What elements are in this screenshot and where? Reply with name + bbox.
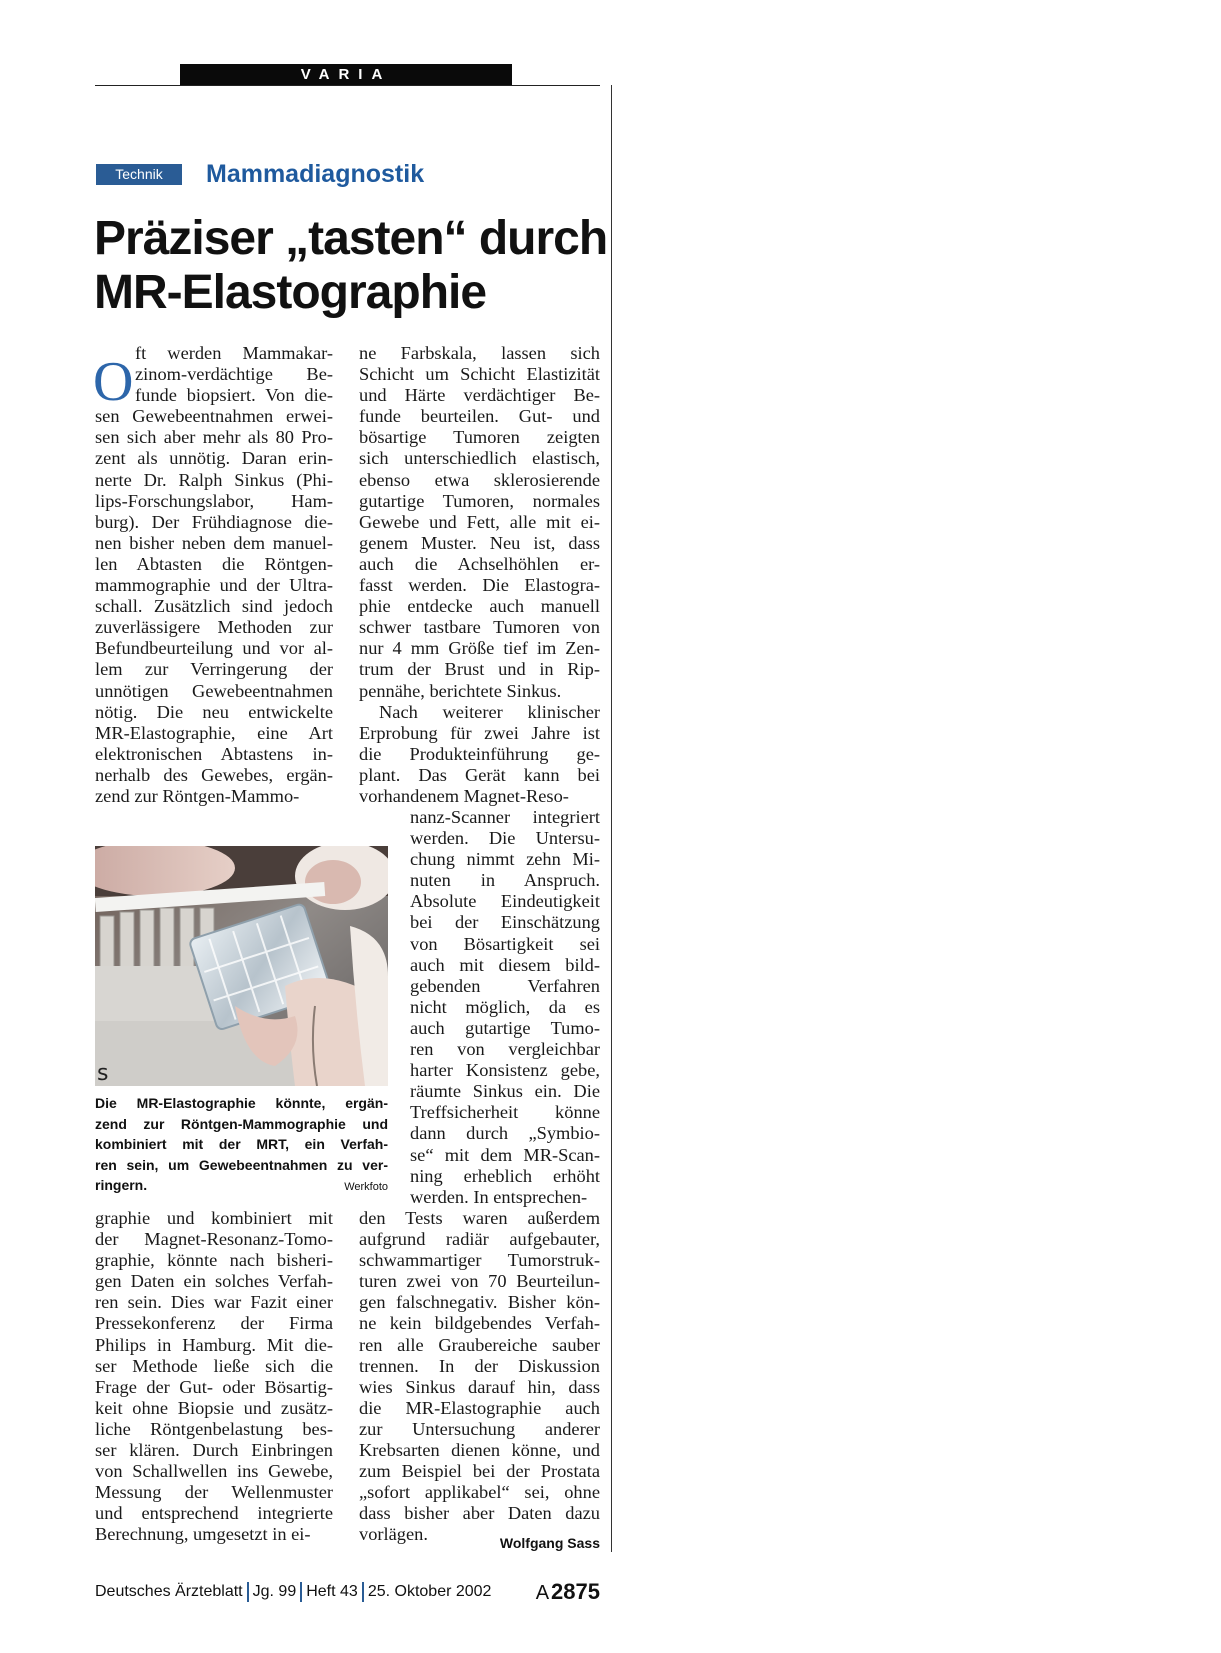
text-line: keit ohne Biopsie und zusätz- [95,1397,333,1418]
text-line: dass bisher aber Daten dazu [359,1503,600,1524]
text-line: Gewebe und Fett, alle mit ei- [359,511,600,532]
text-line: nen bisher neben dem manuel- [95,532,333,553]
text-line: aufgrund radiär aufgebauter, [359,1229,600,1250]
text-line: Philips in Hamburg. Mit die- [95,1334,333,1355]
text-line: räumte Sinkus ein. Die [410,1081,600,1102]
text-line: schwer tastbare Tumoren von [359,617,600,638]
text-line: Treffsicherheit könne [410,1102,600,1123]
text-line: ne Farbskala, lassen sich [359,343,600,363]
text-line: ren von vergleichbar [410,1039,600,1060]
text-line: zum Beispiel bei der Prostata [359,1461,600,1482]
headline-line: MR-Elastographie [94,266,487,319]
text-line: Befundbeurteilung und vor al- [95,638,333,659]
text-line: „sofort applikabel“ sei, ohne [359,1482,600,1503]
section-header: VARIA [180,64,512,85]
page-number [536,1579,600,1606]
footer-separator [300,1582,302,1602]
column2-narrow [410,807,600,1208]
text-line: werden. In entsprechen- [410,1186,588,1207]
text-line: von Schallwellen ins Gewebe, [95,1461,333,1482]
text-line: nerhalb des Gewebes, ergän- [95,764,333,785]
photo-credit: Werkfoto [344,1181,388,1194]
text-line: bösartige Tumoren zeigten [359,427,600,448]
text-line: graphie, könnte nach bisheri- [95,1250,333,1271]
text-line: trennen. In der Diskussion [359,1355,600,1376]
text-line: sen sich aber mehr als 80 Pro- [95,427,333,448]
caption-line: Die MR-Elastographie könnte, ergän- [95,1095,388,1111]
text-line: ebenso etwa sklerosierende [359,469,600,490]
article-photo [95,846,388,1086]
text-line: ser Methode ließe sich die [95,1355,333,1376]
volume: Jg. 99 [252,1583,297,1600]
issue-date: 25. Oktober 2002 [367,1583,492,1600]
issue: Heft 43 [306,1583,358,1600]
text-line: schwammartiger Tumorstruk- [359,1250,600,1271]
text-line: phie entdecke auch manuell [359,596,600,617]
author-byline: Wolfgang Sass [499,1535,600,1551]
photo-caption [95,1093,388,1196]
text-line: MR-Elastographie, eine Art [95,722,333,743]
text-line: genem Muster. Neu ist, dass [359,532,600,553]
text-line: nerte Dr. Ralph Sinkus (Phi- [95,469,333,490]
text-line: ning erheblich erhöht [410,1165,600,1186]
text-line: nuten in Anspruch. [410,870,600,891]
caption-line: ren sein, um Gewebeentnahmen zu ver- [95,1156,388,1173]
text-line: von Bösartigkeit sei [410,933,600,954]
text-line: ser klären. Durch Einbringen [95,1440,333,1461]
text-line: graphie und kombiniert mit [95,1208,333,1228]
text-line: ne kein bildgebendes Verfah- [359,1313,600,1334]
page-number-value: 2875 [551,1579,600,1604]
text-line: burg). Der Frühdiagnose die- [95,511,333,532]
text-line: harter Konsistenz gebe, [410,1060,600,1081]
article-headline [94,212,614,320]
text-line: gen Daten ein solches Verfah- [95,1271,333,1292]
text-line: lips-Forschungslabor, Ham- [95,490,333,511]
text-line: wies Sinkus darauf hin, dass [359,1376,600,1397]
column1-top [95,343,333,807]
column2-top [359,343,600,807]
text-line: lem zur Verringerung der [95,659,333,680]
article-kicker: Mammadiagnostik [206,160,425,188]
text-line: schall. Zusätzlich sind jedoch [95,596,333,617]
text-line: die Produkteinführung ge- [359,743,600,764]
text-line: Frage der Gut- oder Bösartig- [95,1376,333,1397]
text-line: fasst werden. Die Elastogra- [359,575,600,596]
text-line: Pressekonferenz der Firma [95,1313,333,1334]
text-line: den Tests waren außerdem [359,1208,600,1228]
headline-line: Präziser „tasten“ durch [94,212,608,265]
text-line: Messung der Wellenmuster [95,1482,333,1503]
text-line: mammographie und der Ultra- [95,575,333,596]
text-line: gebenden Verfahren [410,975,600,996]
text-line: Krebsarten dienen könne, und [359,1440,600,1461]
text-line: ft werden Mammakar- [135,343,333,363]
text-line: nur 4 mm Größe tief im Zen- [359,638,600,659]
text-line: Nach weiterer klinischer [379,701,600,722]
text-line: auch gutartige Tumo- [410,1017,600,1038]
caption-line: zend zur Röntgen-Mammographie und [95,1115,388,1132]
text-line: vorhandenem Magnet-Reso- [359,785,569,806]
text-line: und entsprechend integrierte [95,1503,333,1524]
column1-bottom [95,1208,333,1546]
text-line: Schicht um Schicht Elastizität [359,364,600,385]
text-line: nicht möglich, da es [410,996,600,1017]
text-line: sich unterschiedlich elastisch, [359,448,600,469]
text-line: zinom-verdächtige Be- [135,364,333,385]
footer-separator [247,1582,249,1602]
text-line: unnötigen Gewebeentnahmen [95,680,333,701]
text-line: pennähe, berichtete Sinkus. [359,680,562,701]
text-line: dann durch „Symbio- [410,1123,600,1144]
drop-cap: O [93,351,134,413]
text-line: gutartige Tumoren, normales [359,490,600,511]
text-line: auch die Achselhöhlen er- [359,553,600,574]
text-line: und Härte verdächtiger Be- [359,385,600,406]
page-prefix: A [535,1582,550,1604]
text-line: len Abtasten die Röntgen- [95,553,333,574]
journal-name: Deutsches Ärzteblatt [95,1583,243,1600]
text-line: ren sein. Dies war Fazit einer [95,1292,333,1313]
text-line: zend zur Röntgen-Mammo- [95,785,300,806]
text-line: werden. Die Untersu- [410,828,600,849]
text-line: funde biopsiert. Von die- [135,385,333,406]
text-line: sen Gewebeentnahmen erwei- [95,406,333,427]
text-line: gen falschnegativ. Bisher kön- [359,1292,600,1313]
text-line: Berechnung, umgesetzt in ei- [95,1524,311,1545]
text-line: Absolute Eindeutigkeit [410,891,600,912]
text-line: Erprobung für zwei Jahre ist [359,722,600,743]
text-line: nanz-Scanner integriert [410,807,600,827]
text-line: elektronischen Abtastens in- [95,743,333,764]
svg-text:s: s [97,1061,109,1086]
text-line: zur Untersuchung anderer [359,1418,600,1439]
text-line: liche Röntgenbelastung bes- [95,1418,333,1439]
text-line: zuverlässigere Methoden zur [95,617,333,638]
text-line: funde beurteilen. Gut- und [359,406,600,427]
caption-line: ringern. [95,1177,148,1194]
text-line: bei der Einschätzung [410,912,600,933]
column2-bottom [359,1208,600,1546]
text-line: die MR-Elastographie auch [359,1397,600,1418]
text-line: plant. Das Gerät kann bei [359,764,600,785]
text-line: auch mit diesem bild- [410,954,600,975]
text-line: turen zwei von 70 Beurteilun- [359,1271,600,1292]
text-line: trum der Brust und in Rip- [359,659,600,680]
top-rule [95,85,600,86]
text-line: se“ mit dem MR-Scan- [410,1144,600,1165]
category-badge: Technik [96,164,182,185]
footer-separator [362,1582,364,1602]
text-line: zent als unnötig. Daran erin- [95,448,333,469]
text-line: der Magnet-Resonanz-Tomo- [95,1229,333,1250]
text-line: ren alle Graubereiche sauber [359,1334,600,1355]
page-footer [95,1579,600,1605]
caption-line: kombiniert mit der MRT, ein Verfah- [95,1136,388,1153]
text-line: chung nimmt zehn Mi- [410,849,600,870]
text-line: vorlägen. [359,1524,428,1545]
text-line: nötig. Die neu entwickelte [95,701,333,722]
